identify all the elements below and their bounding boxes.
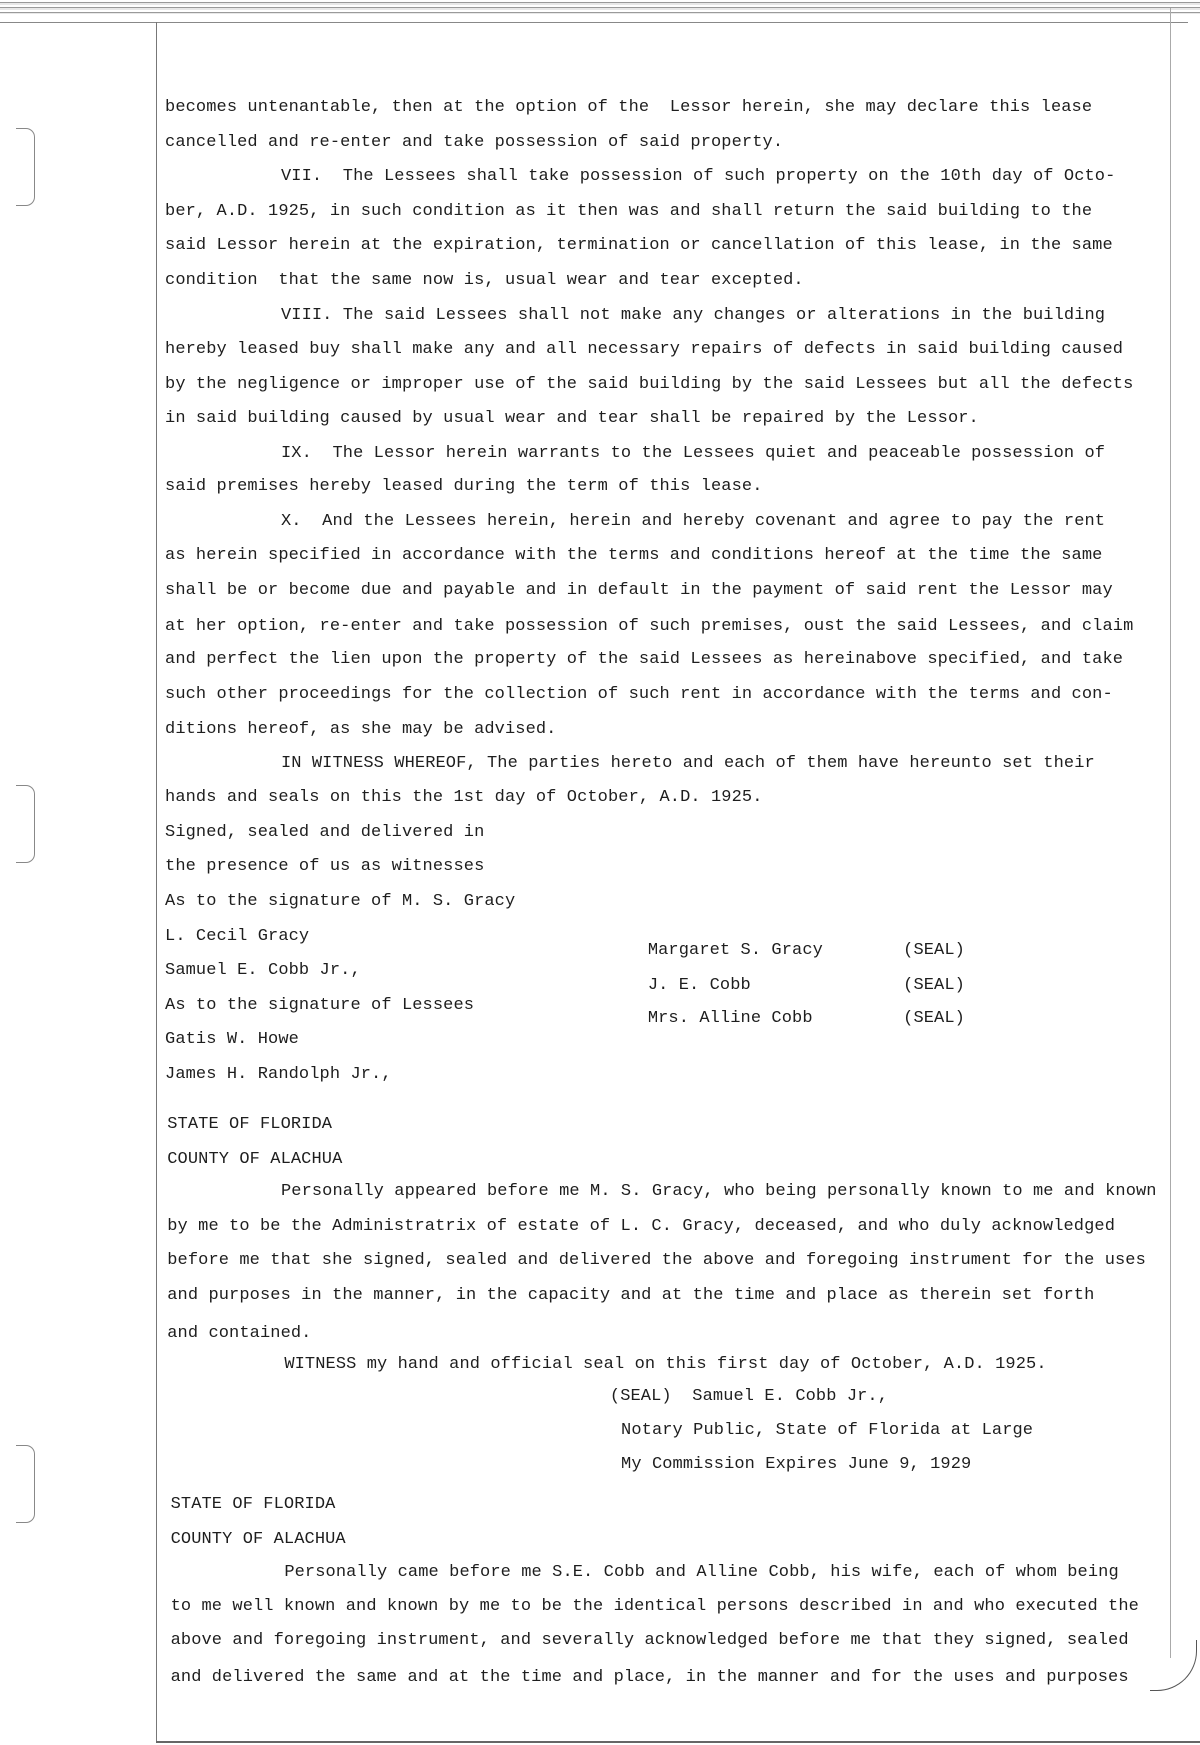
text-line: My Commission Expires June 9, 1929: [621, 1455, 972, 1475]
text-line: at her option, re-enter and take possession of such premises, oust the said Lessees, and claim: [165, 616, 1134, 636]
text-line: and delivered the same and at the time and place, in the manner and for the uses and purposes: [170, 1668, 1129, 1688]
text-line: Personally came before me S.E. Cobb and Alline Cobb, his wife, each of whom being: [284, 1563, 1119, 1583]
text-line: shall be or become due and payable and in default in the payment of said rent the Lessor may: [165, 580, 1113, 600]
text-line: as herein specified in accordance with the terms and conditions hereof at the time the same: [165, 546, 1103, 566]
text-line: by me to be the Administratrix of estate of L. C. Gracy, deceased, and who duly acknowledged: [167, 1216, 1116, 1236]
left-margin-rule: [156, 22, 157, 1742]
text-line: James H. Randolph Jr.,: [165, 1064, 392, 1084]
text-line: Signed, sealed and delivered in: [165, 822, 485, 842]
text-line: and purposes in the manner, in the capacity and at the time and place as therein set forth: [167, 1285, 1095, 1305]
binder-hole: [16, 1445, 35, 1523]
text-line: by the negligence or improper use of the said building by the said Lessees but all the defects: [165, 374, 1134, 394]
text-line: above and foregoing instrument, and severally acknowledged before me that they signed, sealed: [170, 1631, 1129, 1651]
top-rule: [0, 22, 1188, 23]
signature-name: Mrs. Alline Cobb: [647, 1009, 813, 1029]
text-line: hands and seals on this the 1st day of October, A.D. 1925.: [165, 788, 763, 808]
text-line: L. Cecil Gracy: [165, 926, 310, 946]
text-line: ditions hereof, as she may be advised.: [165, 720, 557, 740]
text-line: Gatis W. Howe: [165, 1030, 299, 1050]
text-line: COUNTY OF ALACHUA: [170, 1529, 346, 1549]
seal-label: (SEAL): [903, 1009, 965, 1029]
seal-label: (SEAL): [903, 941, 965, 961]
seal-label: (SEAL): [903, 975, 965, 995]
text-line: such other proceedings for the collection of such rent in accordance with the terms and con-: [165, 684, 1113, 704]
text-line: said premises hereby leased during the term of this lease.: [165, 477, 763, 497]
text-line: before me that she signed, sealed and delivered the above and foregoing instrument for the uses: [167, 1251, 1146, 1271]
text-line: and perfect the lien upon the property of the said Lessees as hereinabove specified, and take: [165, 650, 1124, 670]
text-line: IN WITNESS WHEREOF, The parties hereto and each of them have hereunto set their: [280, 753, 1095, 773]
text-line: Personally appeared before me M. S. Gracy, who being personally known to me and known: [280, 1181, 1157, 1201]
text-line: and contained.: [167, 1323, 312, 1343]
text-line: in said building caused by usual wear and tear shall be repaired by the Lessor.: [165, 409, 979, 429]
page-corner-curl: [1150, 1640, 1197, 1691]
text-line: VII. The Lessees shall take possession of such property on the 10th day of Octo-: [280, 167, 1116, 187]
text-line: cancelled and re-enter and take possession of said property.: [165, 132, 784, 152]
text-line: hereby leased buy shall make any and all necessary repairs of defects in said building caused: [165, 340, 1124, 360]
text-line: X. And the Lessees herein, herein and hereby covenant and agree to pay the rent: [280, 511, 1106, 531]
bottom-rule: [156, 1741, 1200, 1743]
text-line: STATE OF FLORIDA: [170, 1495, 336, 1515]
binder-hole: [16, 128, 35, 206]
text-line: IX. The Lessor herein warrants to the Lessees quiet and peaceable possession of: [280, 443, 1106, 463]
text-line: becomes untenantable, then at the option of the Lessor herein, she may declare this lease: [165, 98, 1093, 118]
text-line: Notary Public, State of Florida at Large: [621, 1420, 1034, 1440]
text-line: (SEAL) Samuel E. Cobb Jr.,: [609, 1387, 889, 1407]
signature-name: J. E. Cobb: [647, 975, 751, 995]
text-line: WITNESS my hand and official seal on this first day of October, A.D. 1925.: [284, 1354, 1047, 1374]
text-line: As to the signature of Lessees: [165, 995, 475, 1015]
text-line: COUNTY OF ALACHUA: [167, 1149, 343, 1169]
text-line: ber, A.D. 1925, in such condition as it then was and shall return the said building to the: [165, 201, 1093, 221]
text-line: VIII. The said Lessees shall not make any changes or alterations in the building: [280, 305, 1106, 325]
right-margin-rule: [1170, 8, 1171, 1658]
text-line: Samuel E. Cobb Jr.,: [165, 961, 361, 981]
page-top-border: [0, 0, 1200, 14]
text-line: STATE OF FLORIDA: [167, 1115, 333, 1135]
text-line: As to the signature of M. S. Gracy: [165, 892, 516, 912]
text-line: the presence of us as witnesses: [165, 857, 485, 877]
text-line: said Lessor herein at the expiration, termination or cancellation of this lease, in the same: [165, 236, 1113, 256]
signature-name: Margaret S. Gracy: [647, 941, 823, 961]
text-line: condition that the same now is, usual wear and tear excepted.: [165, 270, 804, 290]
binder-hole: [16, 785, 35, 863]
text-line: to me well known and known by me to be the identical persons described in and who executed the: [170, 1596, 1139, 1616]
